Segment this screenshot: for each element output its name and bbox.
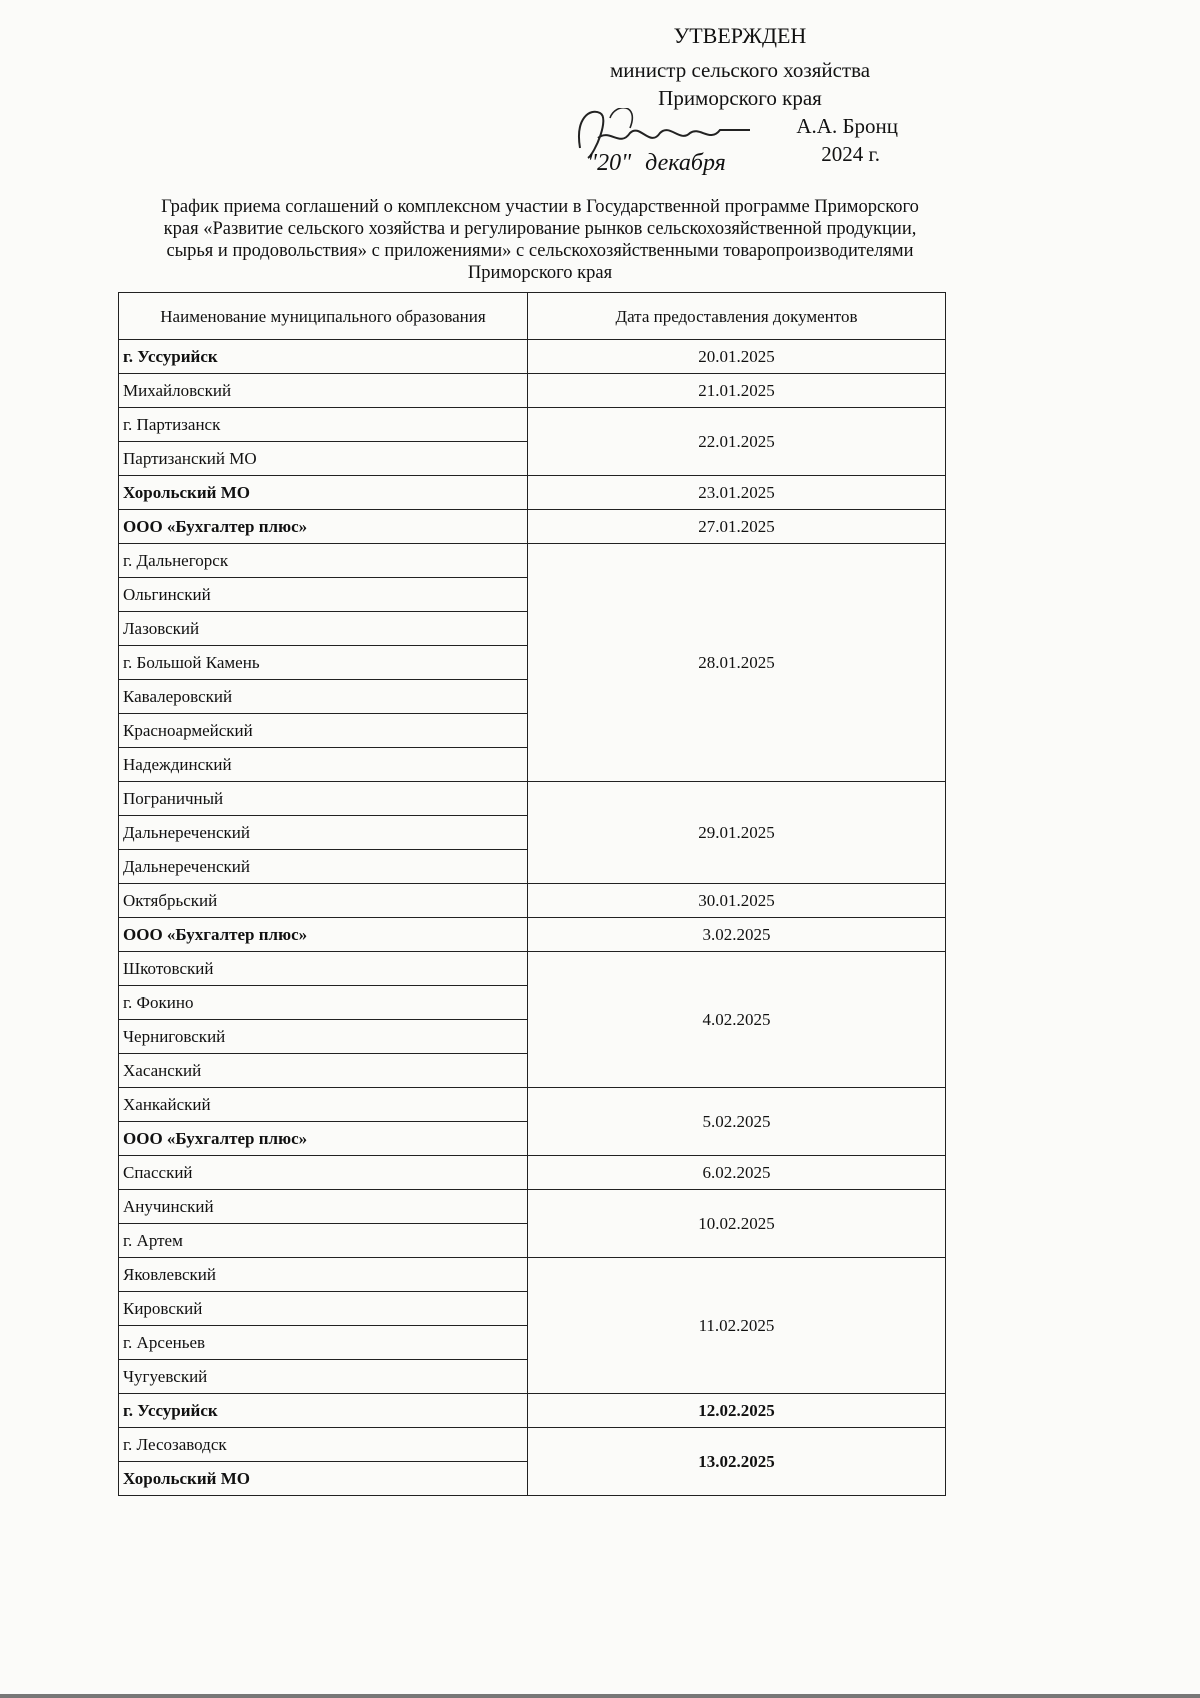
table-row — [119, 476, 946, 510]
table-row — [119, 1156, 946, 1190]
municipality-cell: Пограничный — [119, 782, 528, 816]
table-row — [119, 952, 946, 986]
municipality-cell: г. Артем — [119, 1224, 528, 1258]
date-cell: 20.01.2025 — [528, 340, 946, 374]
table-row — [119, 510, 946, 544]
municipality-cell: г. Фокино — [119, 986, 528, 1020]
date-cell: 22.01.2025 — [528, 408, 946, 476]
table-row — [119, 918, 946, 952]
municipality-cell: Шкотовский — [119, 952, 528, 986]
municipality-cell: Дальнереченский — [119, 816, 528, 850]
municipality-cell: г. Уссурийск — [119, 1394, 528, 1428]
approver-position-line2: Приморского края — [658, 86, 822, 110]
date-cell: 10.02.2025 — [528, 1190, 946, 1258]
table-row — [119, 782, 946, 816]
table-row — [119, 374, 946, 408]
municipality-cell: Хорольский МО — [119, 476, 528, 510]
header-municipality: Наименование муниципального образования — [119, 293, 528, 340]
date-cell: 23.01.2025 — [528, 476, 946, 510]
municipality-cell: Кировский — [119, 1292, 528, 1326]
municipality-cell: Ханкайский — [119, 1088, 528, 1122]
municipality-cell: Надеждинский — [119, 748, 528, 782]
handwritten-date-month: декабря — [645, 150, 726, 176]
table-row — [119, 544, 946, 578]
municipality-cell: Лазовский — [119, 612, 528, 646]
table-header-row — [119, 293, 946, 340]
table-row — [119, 340, 946, 374]
date-cell: 3.02.2025 — [528, 918, 946, 952]
header-date: Дата предоставления документов — [528, 293, 946, 340]
signer-name: А.А. Бронц — [796, 114, 898, 138]
handwritten-date-day: "20" — [587, 150, 632, 176]
table-row — [119, 1088, 946, 1122]
table-row — [119, 1258, 946, 1292]
municipality-cell: г. Партизанск — [119, 408, 528, 442]
date-cell: 11.02.2025 — [528, 1258, 946, 1394]
municipality-cell: Ольгинский — [119, 578, 528, 612]
date-cell: 27.01.2025 — [528, 510, 946, 544]
municipality-cell: г. Арсеньев — [119, 1326, 528, 1360]
municipality-cell: Спасский — [119, 1156, 528, 1190]
municipality-cell: Хорольский МО — [119, 1462, 528, 1496]
municipality-cell: ООО «Бухгалтер плюс» — [119, 510, 528, 544]
date-cell: 4.02.2025 — [528, 952, 946, 1088]
municipality-cell: Черниговский — [119, 1020, 528, 1054]
table-row — [119, 408, 946, 442]
date-cell: 12.02.2025 — [528, 1394, 946, 1428]
approval-heading: УТВЕРЖДЕН — [673, 23, 807, 48]
municipality-cell: Чугуевский — [119, 1360, 528, 1394]
municipality-cell: Хасанский — [119, 1054, 528, 1088]
date-cell: 29.01.2025 — [528, 782, 946, 884]
municipality-cell: ООО «Бухгалтер плюс» — [119, 1122, 528, 1156]
municipality-cell: г. Уссурийск — [119, 340, 528, 374]
approval-date-year: 2024 г. — [821, 142, 880, 166]
schedule-table — [118, 292, 946, 1496]
municipality-cell: ООО «Бухгалтер плюс» — [119, 918, 528, 952]
municipality-cell: Яковлевский — [119, 1258, 528, 1292]
table-row — [119, 1190, 946, 1224]
page-bottom-edge — [0, 1694, 1200, 1698]
date-cell: 6.02.2025 — [528, 1156, 946, 1190]
municipality-cell: Кавалеровский — [119, 680, 528, 714]
municipality-cell: г. Лесозаводск — [119, 1428, 528, 1462]
date-cell: 21.01.2025 — [528, 374, 946, 408]
date-cell: 30.01.2025 — [528, 884, 946, 918]
date-cell: 28.01.2025 — [528, 544, 946, 782]
approver-position-line1: министр сельского хозяйства — [609, 58, 871, 82]
municipality-cell: Октябрьский — [119, 884, 528, 918]
table-row — [119, 1428, 946, 1462]
handwritten-date — [587, 150, 726, 177]
municipality-cell: Дальнереченский — [119, 850, 528, 884]
date-cell: 5.02.2025 — [528, 1088, 946, 1156]
table-row — [119, 884, 946, 918]
municipality-cell: г. Большой Камень — [119, 646, 528, 680]
date-cell: 13.02.2025 — [528, 1428, 946, 1496]
municipality-cell: Партизанский МО — [119, 442, 528, 476]
municipality-cell: Красноармейский — [119, 714, 528, 748]
municipality-cell: г. Дальнегорск — [119, 544, 528, 578]
municipality-cell: Михайловский — [119, 374, 528, 408]
document-title: График приема соглашений о комплексном участии в Государственной программе Приморского края «Развитие сельского хозяйства и регулирование рынков сельскохозяйственной продукции, сырья и продовольствия» с приложениями» с сельскохозяйственными товаропроизводителями Приморского края — [161, 197, 919, 283]
municipality-cell: Анучинский — [119, 1190, 528, 1224]
table-row — [119, 1394, 946, 1428]
